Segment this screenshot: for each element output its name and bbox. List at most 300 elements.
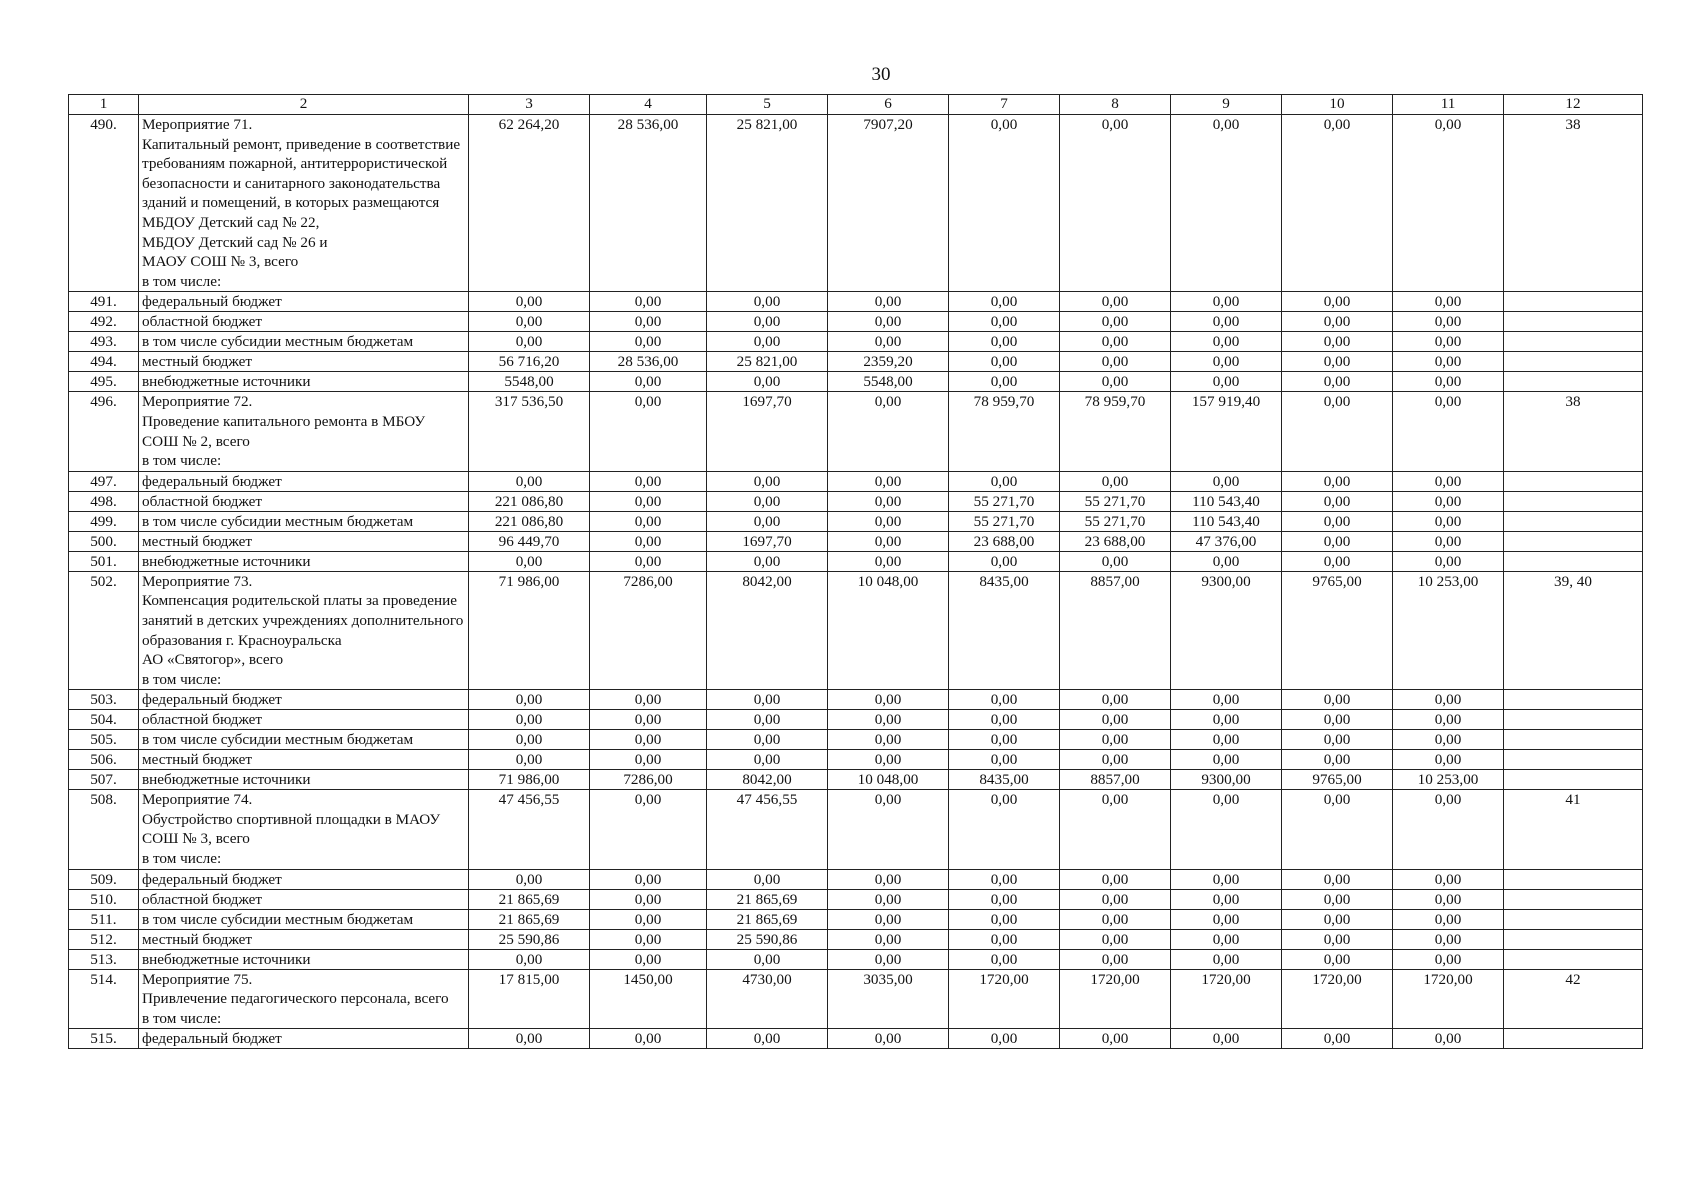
amount-cell: 0,00	[590, 551, 707, 571]
row-description: внебюджетные источники	[139, 770, 469, 790]
row-description: Мероприятие 73. Компенсация родительской платы за проведение занятий в детских учреждениях дополнительного образования г. Красноуральска АО «Святогор», всего в том числе:	[139, 571, 469, 690]
amount-cell: 0,00	[828, 551, 949, 571]
amount-cell: 0,00	[590, 292, 707, 312]
amount-cell: 5548,00	[828, 372, 949, 392]
amount-cell: 28 536,00	[590, 352, 707, 372]
target-reference	[1504, 551, 1643, 571]
column-header: 9	[1171, 95, 1282, 115]
amount-cell: 0,00	[1060, 292, 1171, 312]
amount-cell: 0,00	[1393, 690, 1504, 710]
row-number: 511.	[69, 909, 139, 929]
table-row	[69, 710, 1643, 730]
target-reference	[1504, 471, 1643, 491]
amount-cell: 0,00	[590, 392, 707, 471]
target-reference	[1504, 929, 1643, 949]
row-number: 505.	[69, 730, 139, 750]
row-description: областной бюджет	[139, 491, 469, 511]
row-number: 502.	[69, 571, 139, 690]
amount-cell: 0,00	[1282, 372, 1393, 392]
table-row	[69, 392, 1643, 471]
amount-cell: 0,00	[828, 690, 949, 710]
amount-cell: 0,00	[590, 332, 707, 352]
amount-cell: 0,00	[1171, 710, 1282, 730]
row-description: в том числе субсидии местным бюджетам	[139, 332, 469, 352]
row-number: 503.	[69, 690, 139, 710]
amount-cell: 0,00	[590, 531, 707, 551]
table-row	[69, 292, 1643, 312]
amount-cell: 0,00	[1060, 929, 1171, 949]
amount-cell: 1720,00	[949, 969, 1060, 1029]
amount-cell: 0,00	[1393, 511, 1504, 531]
amount-cell: 0,00	[590, 929, 707, 949]
amount-cell: 0,00	[1171, 869, 1282, 889]
amount-cell: 0,00	[949, 115, 1060, 292]
row-description: в том числе субсидии местным бюджетам	[139, 730, 469, 750]
amount-cell: 0,00	[1393, 372, 1504, 392]
row-description: местный бюджет	[139, 750, 469, 770]
table-row	[69, 312, 1643, 332]
row-description: Мероприятие 71. Капитальный ремонт, приведение в соответствие требованиям пожарной, антитеррористической безопасности и санитарного законодательства зданий и помещений, в которых размещаются МБДОУ Детский сад № 22, МБДОУ Детский сад № 26 и МАОУ СОШ № 3, всего в том числе:	[139, 115, 469, 292]
row-number: 504.	[69, 710, 139, 730]
target-reference	[1504, 332, 1643, 352]
amount-cell: 78 959,70	[1060, 392, 1171, 471]
amount-cell: 5548,00	[469, 372, 590, 392]
table-row	[69, 551, 1643, 571]
amount-cell: 0,00	[1060, 750, 1171, 770]
amount-cell: 25 821,00	[707, 115, 828, 292]
row-number: 495.	[69, 372, 139, 392]
amount-cell: 221 086,80	[469, 511, 590, 531]
table-row	[69, 929, 1643, 949]
amount-cell: 0,00	[949, 471, 1060, 491]
column-header: 7	[949, 95, 1060, 115]
amount-cell: 0,00	[1171, 750, 1282, 770]
amount-cell: 0,00	[1393, 312, 1504, 332]
amount-cell: 157 919,40	[1171, 392, 1282, 471]
amount-cell: 0,00	[828, 889, 949, 909]
amount-cell: 0,00	[1393, 1029, 1504, 1049]
row-description: внебюджетные источники	[139, 949, 469, 969]
row-number: 491.	[69, 292, 139, 312]
amount-cell: 0,00	[1171, 730, 1282, 750]
table-row	[69, 511, 1643, 531]
amount-cell: 0,00	[590, 1029, 707, 1049]
amount-cell: 25 590,86	[469, 929, 590, 949]
amount-cell: 0,00	[828, 292, 949, 312]
table-row	[69, 531, 1643, 551]
amount-cell: 55 271,70	[949, 511, 1060, 531]
amount-cell: 0,00	[590, 372, 707, 392]
amount-cell: 0,00	[707, 949, 828, 969]
amount-cell: 0,00	[1171, 292, 1282, 312]
amount-cell: 0,00	[590, 710, 707, 730]
amount-cell: 0,00	[828, 531, 949, 551]
amount-cell: 0,00	[1171, 312, 1282, 332]
amount-cell: 0,00	[1282, 869, 1393, 889]
amount-cell: 0,00	[828, 949, 949, 969]
table-row	[69, 969, 1643, 1029]
target-reference	[1504, 889, 1643, 909]
amount-cell: 0,00	[1393, 292, 1504, 312]
row-number: 490.	[69, 115, 139, 292]
amount-cell: 0,00	[1282, 332, 1393, 352]
amount-cell: 0,00	[1282, 909, 1393, 929]
amount-cell: 0,00	[1282, 115, 1393, 292]
row-number: 501.	[69, 551, 139, 571]
target-reference: 42	[1504, 969, 1643, 1029]
row-number: 514.	[69, 969, 139, 1029]
row-description: Мероприятие 72. Проведение капитального ремонта в МБОУ СОШ № 2, всего в том числе:	[139, 392, 469, 471]
table-row	[69, 571, 1643, 690]
amount-cell: 0,00	[1171, 471, 1282, 491]
amount-cell: 0,00	[828, 909, 949, 929]
row-description: областной бюджет	[139, 312, 469, 332]
amount-cell: 0,00	[949, 750, 1060, 770]
row-description: федеральный бюджет	[139, 471, 469, 491]
row-number: 493.	[69, 332, 139, 352]
column-header: 4	[590, 95, 707, 115]
target-reference	[1504, 352, 1643, 372]
amount-cell: 0,00	[1282, 471, 1393, 491]
table-row	[69, 372, 1643, 392]
amount-cell: 0,00	[1282, 511, 1393, 531]
target-reference	[1504, 511, 1643, 531]
amount-cell: 1697,70	[707, 392, 828, 471]
row-description: внебюджетные источники	[139, 372, 469, 392]
amount-cell: 8435,00	[949, 571, 1060, 690]
amount-cell: 0,00	[1393, 352, 1504, 372]
amount-cell: 0,00	[1171, 551, 1282, 571]
amount-cell: 0,00	[828, 710, 949, 730]
amount-cell: 0,00	[469, 750, 590, 770]
target-reference	[1504, 750, 1643, 770]
amount-cell: 0,00	[949, 1029, 1060, 1049]
amount-cell: 9765,00	[1282, 770, 1393, 790]
amount-cell: 0,00	[590, 312, 707, 332]
column-header: 8	[1060, 95, 1171, 115]
amount-cell: 21 865,69	[707, 909, 828, 929]
amount-cell: 0,00	[828, 511, 949, 531]
amount-cell: 47 456,55	[707, 790, 828, 869]
amount-cell: 9300,00	[1171, 571, 1282, 690]
page-number: 30	[871, 64, 891, 85]
amount-cell: 1720,00	[1393, 969, 1504, 1029]
amount-cell: 1720,00	[1060, 969, 1171, 1029]
table-row	[69, 352, 1643, 372]
amount-cell: 8042,00	[707, 770, 828, 790]
amount-cell: 110 543,40	[1171, 491, 1282, 511]
amount-cell: 0,00	[707, 292, 828, 312]
table-row	[69, 730, 1643, 750]
amount-cell: 0,00	[1393, 332, 1504, 352]
amount-cell: 0,00	[949, 949, 1060, 969]
amount-cell: 0,00	[1171, 909, 1282, 929]
amount-cell: 10 253,00	[1393, 770, 1504, 790]
amount-cell: 0,00	[1171, 790, 1282, 869]
amount-cell: 0,00	[590, 690, 707, 710]
amount-cell: 1720,00	[1171, 969, 1282, 1029]
amount-cell: 0,00	[1282, 392, 1393, 471]
table-row	[69, 471, 1643, 491]
amount-cell: 0,00	[1060, 1029, 1171, 1049]
amount-cell: 47 376,00	[1171, 531, 1282, 551]
amount-cell: 96 449,70	[469, 531, 590, 551]
target-reference	[1504, 491, 1643, 511]
amount-cell: 0,00	[707, 551, 828, 571]
target-reference	[1504, 531, 1643, 551]
amount-cell: 0,00	[707, 471, 828, 491]
amount-cell: 7286,00	[590, 571, 707, 690]
amount-cell: 0,00	[1282, 750, 1393, 770]
amount-cell: 7907,20	[828, 115, 949, 292]
amount-cell: 0,00	[707, 372, 828, 392]
row-number: 510.	[69, 889, 139, 909]
row-description: внебюджетные источники	[139, 551, 469, 571]
amount-cell: 1697,70	[707, 531, 828, 551]
amount-cell: 0,00	[1060, 710, 1171, 730]
amount-cell: 0,00	[707, 312, 828, 332]
amount-cell: 0,00	[828, 1029, 949, 1049]
amount-cell: 0,00	[469, 551, 590, 571]
table-row	[69, 869, 1643, 889]
amount-cell: 0,00	[949, 352, 1060, 372]
target-reference	[1504, 730, 1643, 750]
amount-cell: 0,00	[949, 730, 1060, 750]
amount-cell: 0,00	[1171, 372, 1282, 392]
target-reference: 38	[1504, 392, 1643, 471]
amount-cell: 0,00	[949, 889, 1060, 909]
amount-cell: 0,00	[1393, 889, 1504, 909]
amount-cell: 0,00	[1393, 949, 1504, 969]
amount-cell: 0,00	[949, 710, 1060, 730]
column-header: 1	[69, 95, 139, 115]
amount-cell: 0,00	[1060, 372, 1171, 392]
column-header: 6	[828, 95, 949, 115]
amount-cell: 0,00	[1393, 929, 1504, 949]
row-number: 500.	[69, 531, 139, 551]
row-number: 513.	[69, 949, 139, 969]
amount-cell: 10 253,00	[1393, 571, 1504, 690]
amount-cell: 0,00	[1060, 790, 1171, 869]
table-row	[69, 790, 1643, 869]
row-number: 496.	[69, 392, 139, 471]
column-header: 5	[707, 95, 828, 115]
row-description: Мероприятие 75. Привлечение педагогического персонала, всего в том числе:	[139, 969, 469, 1029]
amount-cell: 0,00	[1171, 1029, 1282, 1049]
amount-cell: 0,00	[1060, 551, 1171, 571]
amount-cell: 0,00	[1060, 869, 1171, 889]
target-reference	[1504, 1029, 1643, 1049]
amount-cell: 0,00	[949, 909, 1060, 929]
column-header: 12	[1504, 95, 1643, 115]
amount-cell: 0,00	[828, 790, 949, 869]
table-body	[69, 115, 1643, 1049]
amount-cell: 0,00	[1282, 352, 1393, 372]
amount-cell: 0,00	[469, 471, 590, 491]
amount-cell: 0,00	[949, 929, 1060, 949]
table-row	[69, 1029, 1643, 1049]
amount-cell: 25 590,86	[707, 929, 828, 949]
amount-cell: 0,00	[1282, 790, 1393, 869]
amount-cell: 0,00	[590, 750, 707, 770]
amount-cell: 0,00	[1282, 730, 1393, 750]
row-number: 499.	[69, 511, 139, 531]
amount-cell: 0,00	[1060, 312, 1171, 332]
amount-cell: 0,00	[1060, 690, 1171, 710]
amount-cell: 0,00	[1393, 869, 1504, 889]
amount-cell: 317 536,50	[469, 392, 590, 471]
target-reference	[1504, 312, 1643, 332]
amount-cell: 0,00	[1393, 471, 1504, 491]
row-description: областной бюджет	[139, 710, 469, 730]
amount-cell: 0,00	[1171, 889, 1282, 909]
target-reference	[1504, 292, 1643, 312]
amount-cell: 0,00	[590, 471, 707, 491]
amount-cell: 0,00	[707, 1029, 828, 1049]
amount-cell: 0,00	[949, 690, 1060, 710]
header-row	[69, 95, 1643, 115]
row-number: 506.	[69, 750, 139, 770]
amount-cell: 0,00	[949, 790, 1060, 869]
amount-cell: 21 865,69	[707, 889, 828, 909]
budget-table	[68, 94, 1643, 1049]
amount-cell: 0,00	[1282, 312, 1393, 332]
amount-cell: 0,00	[707, 511, 828, 531]
table-row	[69, 909, 1643, 929]
amount-cell: 8042,00	[707, 571, 828, 690]
amount-cell: 0,00	[1282, 929, 1393, 949]
amount-cell: 8435,00	[949, 770, 1060, 790]
amount-cell: 0,00	[828, 730, 949, 750]
amount-cell: 71 986,00	[469, 571, 590, 690]
row-number: 492.	[69, 312, 139, 332]
amount-cell: 23 688,00	[949, 531, 1060, 551]
column-header: 2	[139, 95, 469, 115]
amount-cell: 0,00	[590, 949, 707, 969]
amount-cell: 0,00	[1171, 949, 1282, 969]
amount-cell: 0,00	[1060, 352, 1171, 372]
amount-cell: 0,00	[469, 690, 590, 710]
target-reference: 41	[1504, 790, 1643, 869]
table-row	[69, 750, 1643, 770]
column-header: 11	[1393, 95, 1504, 115]
amount-cell: 0,00	[1282, 710, 1393, 730]
amount-cell: 7286,00	[590, 770, 707, 790]
amount-cell: 10 048,00	[828, 571, 949, 690]
row-number: 508.	[69, 790, 139, 869]
row-description: федеральный бюджет	[139, 869, 469, 889]
amount-cell: 0,00	[707, 730, 828, 750]
row-description: федеральный бюджет	[139, 1029, 469, 1049]
amount-cell: 21 865,69	[469, 889, 590, 909]
amount-cell: 0,00	[1060, 909, 1171, 929]
amount-cell: 0,00	[1393, 531, 1504, 551]
amount-cell: 17 815,00	[469, 969, 590, 1029]
amount-cell: 10 048,00	[828, 770, 949, 790]
amount-cell: 0,00	[1393, 392, 1504, 471]
amount-cell: 9765,00	[1282, 571, 1393, 690]
amount-cell: 78 959,70	[949, 392, 1060, 471]
amount-cell: 0,00	[707, 710, 828, 730]
amount-cell: 0,00	[469, 869, 590, 889]
amount-cell: 0,00	[590, 790, 707, 869]
amount-cell: 0,00	[828, 929, 949, 949]
amount-cell: 55 271,70	[949, 491, 1060, 511]
amount-cell: 0,00	[949, 869, 1060, 889]
row-description: местный бюджет	[139, 531, 469, 551]
amount-cell: 0,00	[1060, 949, 1171, 969]
amount-cell: 0,00	[1171, 929, 1282, 949]
amount-cell: 0,00	[1393, 790, 1504, 869]
amount-cell: 0,00	[590, 909, 707, 929]
amount-cell: 2359,20	[828, 352, 949, 372]
table-row	[69, 491, 1643, 511]
row-description: федеральный бюджет	[139, 690, 469, 710]
amount-cell: 1720,00	[1282, 969, 1393, 1029]
amount-cell: 1450,00	[590, 969, 707, 1029]
row-description: Мероприятие 74. Обустройство спортивной площадки в МАОУ СОШ № 3, всего в том числе:	[139, 790, 469, 869]
amount-cell: 0,00	[828, 491, 949, 511]
amount-cell: 0,00	[1393, 115, 1504, 292]
amount-cell: 0,00	[590, 730, 707, 750]
amount-cell: 0,00	[1060, 115, 1171, 292]
amount-cell: 4730,00	[707, 969, 828, 1029]
row-number: 509.	[69, 869, 139, 889]
amount-cell: 0,00	[590, 511, 707, 531]
amount-cell: 0,00	[1060, 332, 1171, 352]
table-row	[69, 949, 1643, 969]
amount-cell: 0,00	[1171, 352, 1282, 372]
amount-cell: 0,00	[1282, 531, 1393, 551]
amount-cell: 0,00	[469, 312, 590, 332]
row-number: 515.	[69, 1029, 139, 1049]
row-description: в том числе субсидии местным бюджетам	[139, 511, 469, 531]
row-description: местный бюджет	[139, 929, 469, 949]
amount-cell: 0,00	[1393, 730, 1504, 750]
amount-cell: 0,00	[828, 392, 949, 471]
amount-cell: 0,00	[1393, 710, 1504, 730]
amount-cell: 0,00	[1282, 690, 1393, 710]
amount-cell: 0,00	[590, 869, 707, 889]
target-reference: 39, 40	[1504, 571, 1643, 690]
amount-cell: 221 086,80	[469, 491, 590, 511]
column-header: 10	[1282, 95, 1393, 115]
amount-cell: 0,00	[1060, 730, 1171, 750]
amount-cell: 55 271,70	[1060, 511, 1171, 531]
amount-cell: 0,00	[828, 471, 949, 491]
table-row	[69, 332, 1643, 352]
amount-cell: 0,00	[1282, 292, 1393, 312]
amount-cell: 0,00	[469, 949, 590, 969]
amount-cell: 0,00	[1060, 471, 1171, 491]
amount-cell: 0,00	[1282, 551, 1393, 571]
amount-cell: 62 264,20	[469, 115, 590, 292]
amount-cell: 21 865,69	[469, 909, 590, 929]
row-number: 507.	[69, 770, 139, 790]
target-reference	[1504, 869, 1643, 889]
table-row	[69, 889, 1643, 909]
amount-cell: 0,00	[1060, 889, 1171, 909]
amount-cell: 25 821,00	[707, 352, 828, 372]
amount-cell: 0,00	[949, 551, 1060, 571]
row-number: 512.	[69, 929, 139, 949]
target-reference	[1504, 710, 1643, 730]
amount-cell: 9300,00	[1171, 770, 1282, 790]
row-description: федеральный бюджет	[139, 292, 469, 312]
column-header: 3	[469, 95, 590, 115]
amount-cell: 47 456,55	[469, 790, 590, 869]
amount-cell: 0,00	[590, 889, 707, 909]
